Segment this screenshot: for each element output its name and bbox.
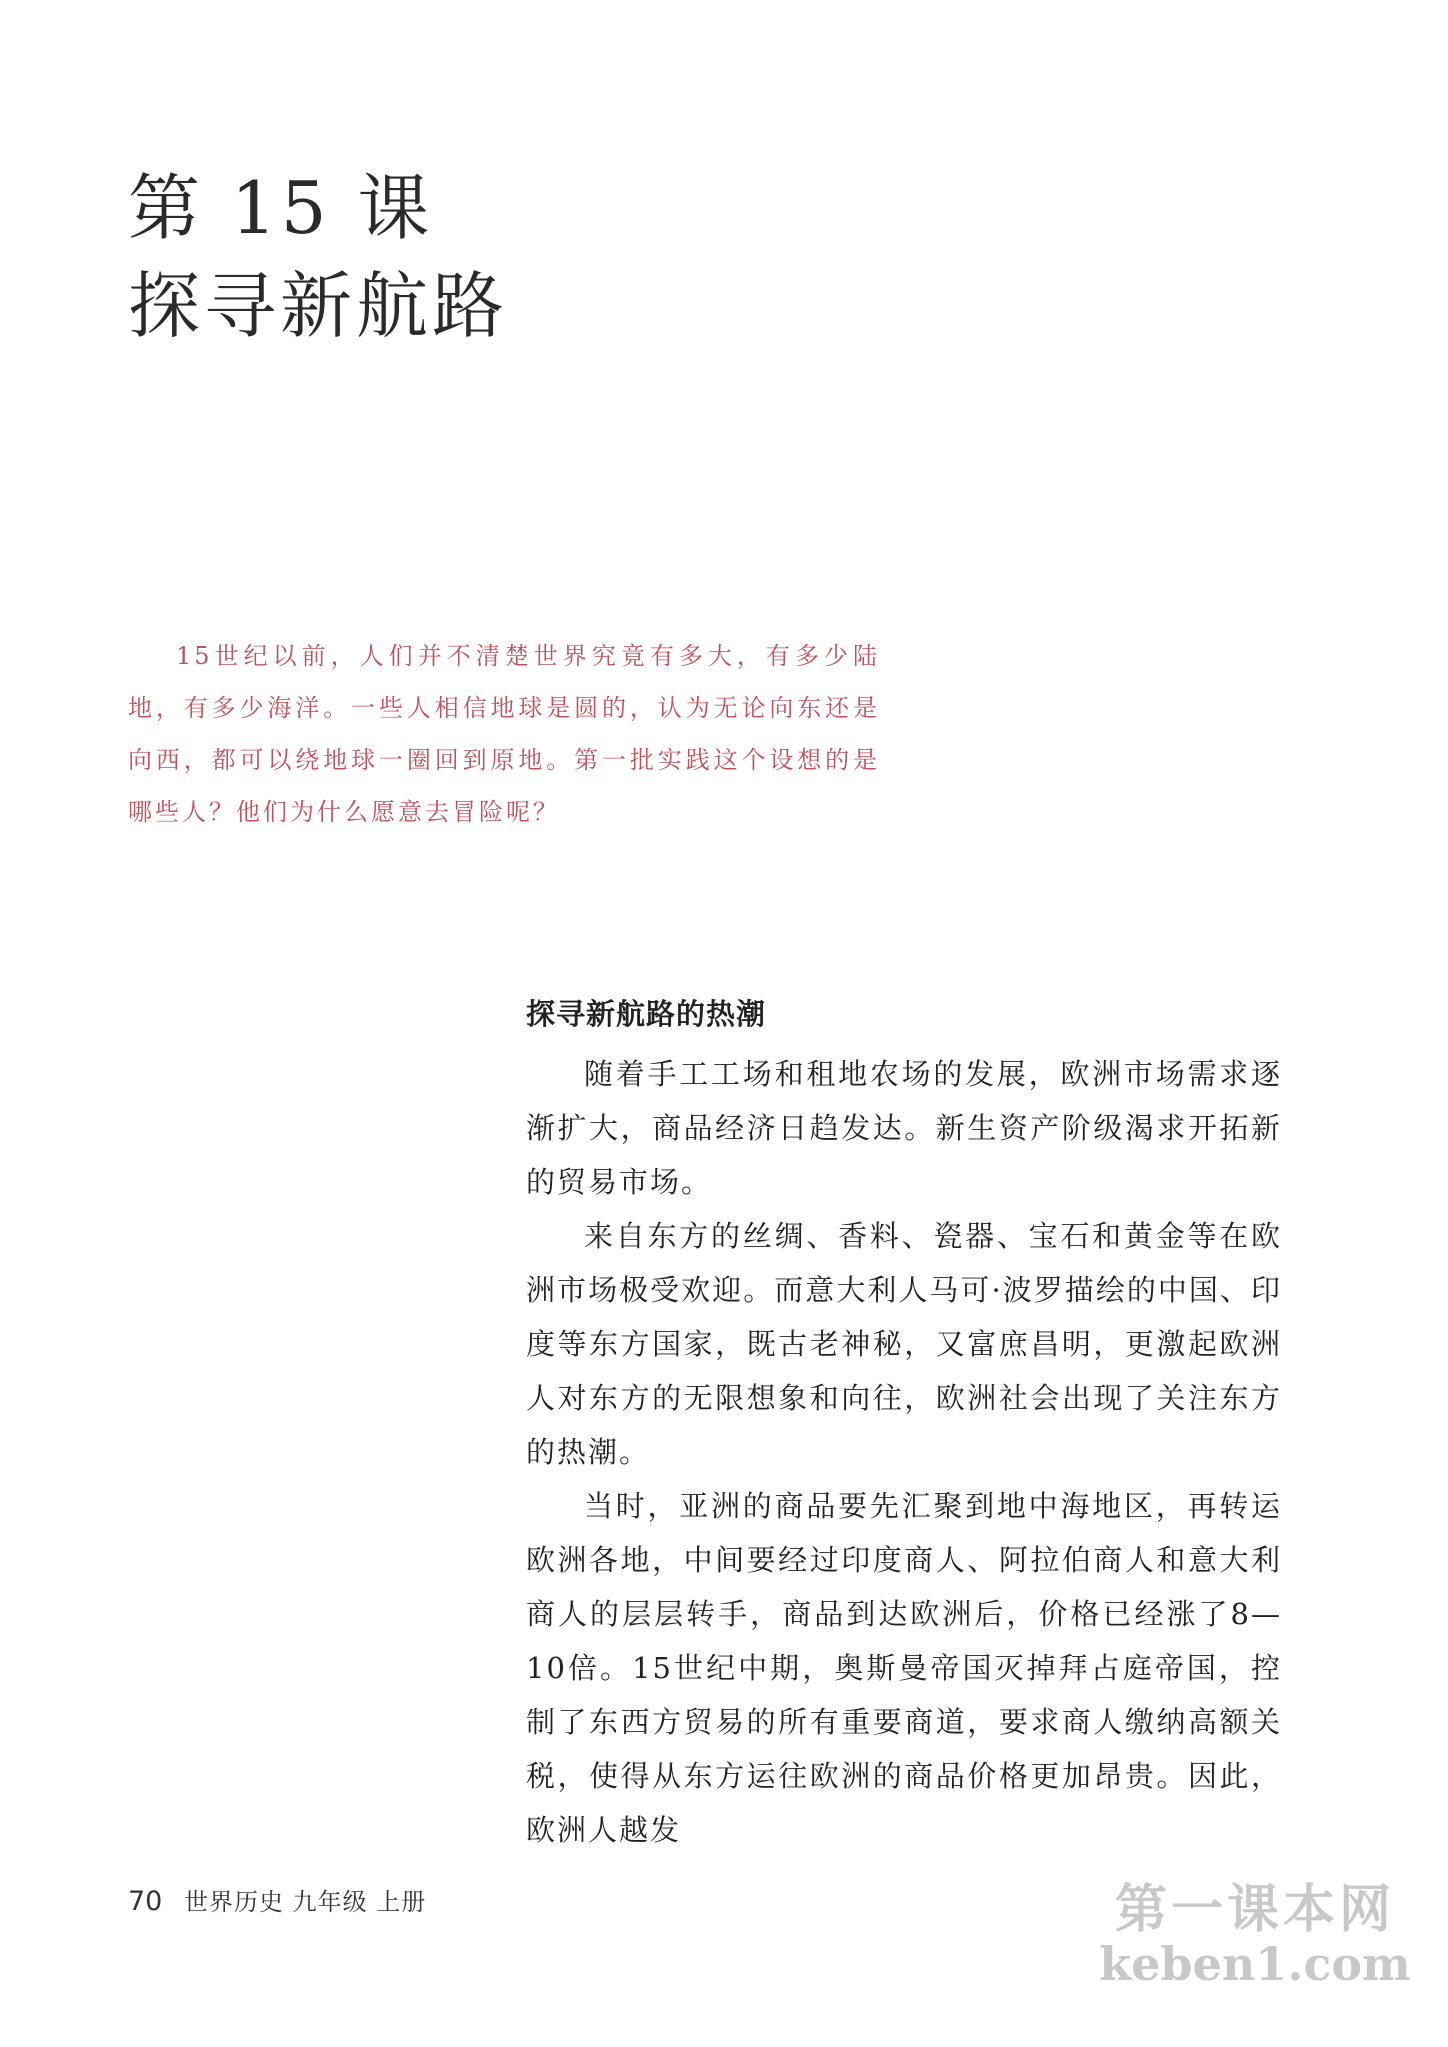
paragraph: 随着手工工场和租地农场的发展，欧洲市场需求逐渐扩大，商品经济日趋发达。新生资产阶级渴求开拓新的贸易市场。: [526, 1057, 1282, 1199]
paragraph: 当时，亚洲的商品要先汇聚到地中海地区，再转运欧洲各地，中间要经过印度商人、阿拉伯商人和意大利商人的层层转手，商品到达欧洲后，价格已经涨了8—10倍。15世纪中期，奥斯曼帝国灭掉拜占庭帝国，控制了东西方贸易的所有重要商道，要求商人缴纳高额关税，使得从东方运往欧洲的商品价格更加昂贵。因此，欧洲人越发: [526, 1489, 1282, 1847]
page-footer: [128, 1882, 426, 1917]
section-main: [526, 992, 1282, 1857]
watermark-en: keben1.com: [1099, 1937, 1411, 1992]
paragraph: 来自东方的丝绸、香料、瓷器、宝石和黄金等在欧洲市场极受欢迎。而意大利人马可·波罗描绘的中国、印度等东方国家，既古老神秘，又富庶昌明，更激起欧洲人对东方的无限想象和向往，欧洲社会出现了关注东方的热潮。: [526, 1219, 1282, 1469]
book-title: 世界历史 九年级 上册: [184, 1888, 427, 1916]
section-heading: 探寻新航路的热潮: [526, 997, 767, 1031]
intro-box: [128, 630, 880, 838]
page-number: 70: [128, 1886, 163, 1917]
watermark: [1090, 1882, 1420, 1990]
lesson-title: 探寻新航路: [128, 264, 509, 348]
watermark-cn: 第一课本网: [1114, 1880, 1395, 1940]
intro-text: 15世纪以前，人们并不清楚世界究竟有多大，有多少陆地，有多少海洋。一些人相信地球是圆的，认为无论向东还是向西，都可以绕地球一圈回到原地。第一批实践这个设想的是哪些人？他们为什么愿意去冒险呢？: [128, 642, 880, 826]
lesson-number: 第 15 课: [128, 166, 434, 250]
